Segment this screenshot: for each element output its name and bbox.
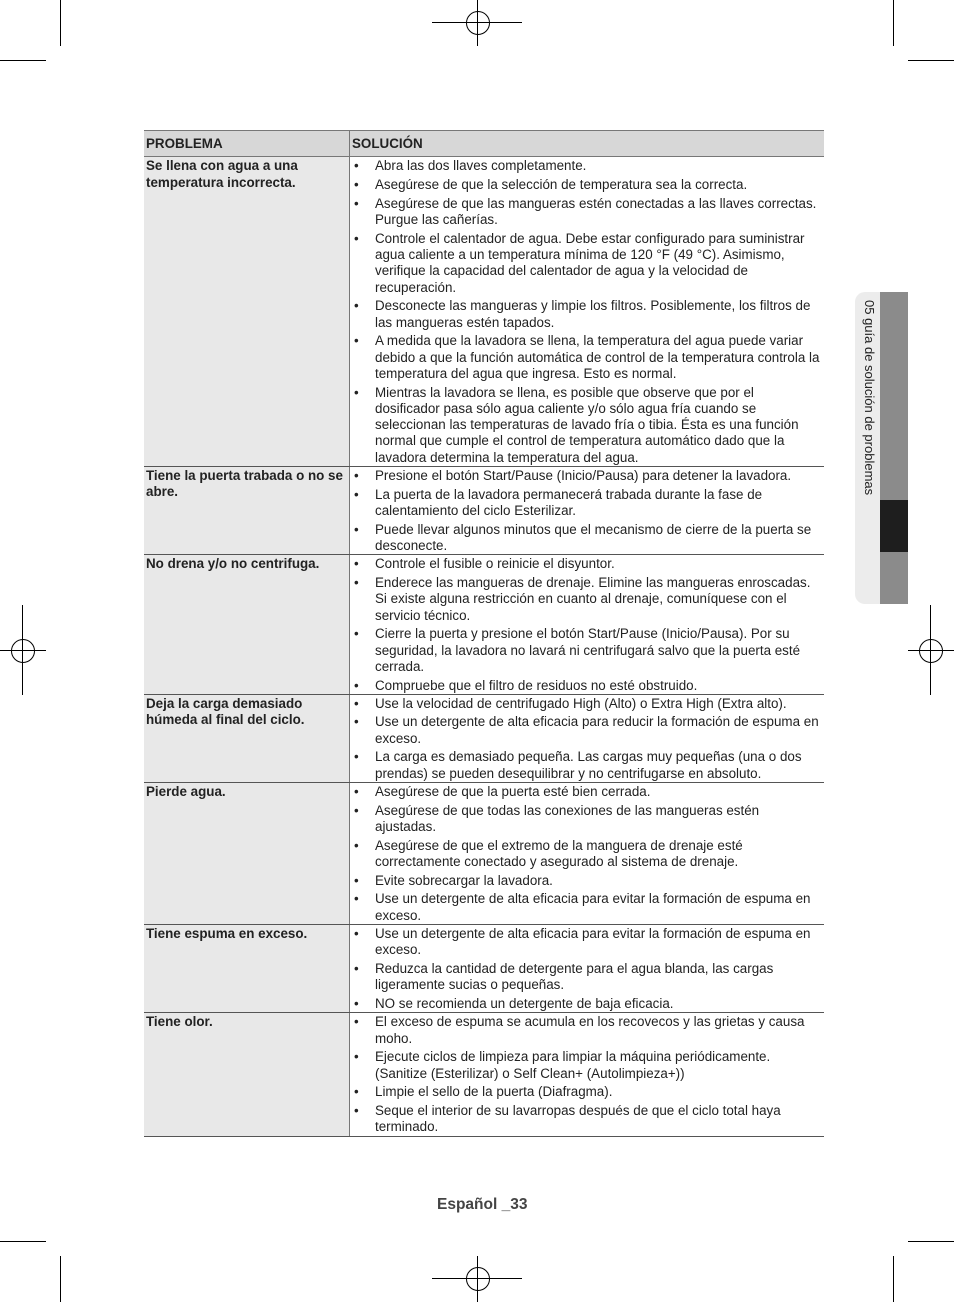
header-solution: SOLUCIÓN: [350, 131, 825, 157]
solution-cell: [350, 925, 825, 1013]
solution-item: • Evite sobrecargar la lavadora.: [352, 873, 822, 889]
table-header-row: [144, 131, 824, 157]
crop-mark: [0, 60, 46, 61]
table-row: [144, 555, 824, 695]
header-problem: PROBLEMA: [144, 131, 350, 157]
problem-cell: Deja la carga demasiado húmeda al final del ciclo.: [144, 694, 350, 782]
crop-mark: [60, 1256, 61, 1302]
solution-item: • Puede llevar algunos minutos que el mecanismo de cierre de la puerta se desconecte.: [352, 522, 822, 555]
crop-mark: [908, 1241, 954, 1242]
solution-item: • Enderece las mangueras de drenaje. Elimine las mangueras enroscadas. Si existe alguna restricción en cuanto al drenaje, comuníquese con el servicio técnico.: [352, 575, 822, 624]
solution-list: [352, 158, 822, 466]
solution-item: • NO se recomienda un detergente de baja eficacia.: [352, 996, 822, 1012]
solution-item: • El exceso de espuma se acumula en los recovecos y las grietas y causa moho.: [352, 1014, 822, 1047]
solution-item: • Seque el interior de su lavarropas después de que el ciclo total haya terminado.: [352, 1103, 822, 1136]
table-row: [144, 466, 824, 554]
page-number: Español _33: [437, 1196, 528, 1213]
crop-mark: [60, 0, 61, 46]
solution-item: • A medida que la lavadora se llena, la temperatura del agua puede variar debido a que la función automática de control de la temperatura controla la temperatura del agua que ingresa. Esto es normal.: [352, 333, 822, 382]
solution-item: • Abra las dos llaves completamente.: [352, 158, 822, 174]
table-row: [144, 925, 824, 1013]
table-row: [144, 1013, 824, 1136]
solution-list: [352, 1014, 822, 1135]
solution-item: • Asegúrese de que el extremo de la manguera de drenaje esté correctamente conectado y asegurado al sistema de drenaje.: [352, 838, 822, 871]
problem-cell: Tiene olor.: [144, 1013, 350, 1136]
problem-cell: No drena y/o no centrifuga.: [144, 555, 350, 695]
solution-item: • Use la velocidad de centrifugado High (Alto) o Extra High (Extra alto).: [352, 696, 822, 712]
solution-item: • Desconecte las mangueras y limpie los filtros. Posiblemente, los filtros de las mangueras estén tapados.: [352, 298, 822, 331]
chapter-title: 05 guía de solución de problemas: [862, 300, 877, 496]
crop-mark: [0, 1241, 46, 1242]
solution-list: [352, 696, 822, 782]
problem-cell: Se llena con agua a una temperatura incorrecta.: [144, 157, 350, 467]
side-tab-marker: [880, 500, 908, 552]
problem-cell: Pierde agua.: [144, 783, 350, 925]
solution-item: • Asegúrese de que las mangueras estén conectadas a las llaves correctas. Purgue las cañerías.: [352, 196, 822, 229]
solution-item: • Asegúrese de que la selección de temperatura sea la correcta.: [352, 177, 822, 193]
crop-mark: [893, 0, 894, 46]
solution-item: • Mientras la lavadora se llena, es posible que observe que por el dosificador pasa sólo agua caliente y/o sólo agua fría cuando se seleccionan las temperaturas de lavado fría o tibia. Ésta es una función normal que cumple el control de temperatura automático dado que la lavadora determina la temperatura del agua.: [352, 385, 822, 466]
solution-item: • Ejecute ciclos de limpieza para limpiar la máquina periódicamente. (Sanitize (Esterilizar) o Self Clean+ (Autolimpieza+)): [352, 1049, 822, 1082]
table-row: [144, 783, 824, 925]
table-row: [144, 157, 824, 467]
solution-item: • La puerta de la lavadora permanecerá trabada durante la fase de calentamiento del ciclo Esterilizar.: [352, 487, 822, 520]
crop-mark: [908, 60, 954, 61]
solution-cell: [350, 466, 825, 554]
solution-item: • Cierre la puerta y presione el botón Start/Pause (Inicio/Pausa). Por su seguridad, la lavadora no lavará ni centrifugará salvo que la puerta esté cerrada.: [352, 626, 822, 675]
solution-list: [352, 784, 822, 924]
solution-cell: [350, 157, 825, 467]
solution-list: [352, 926, 822, 1012]
table-row: [144, 694, 824, 782]
solution-item: • Controle el fusible o reinicie el disyuntor.: [352, 556, 822, 572]
solution-item: • Asegúrese de que todas las conexiones de las mangueras estén ajustadas.: [352, 803, 822, 836]
solution-cell: [350, 694, 825, 782]
solution-item: • Use un detergente de alta eficacia para reducir la formación de espuma en exceso.: [352, 714, 822, 747]
solution-cell: [350, 783, 825, 925]
chapter-side-tab: [855, 292, 908, 604]
solution-item: • Limpie el sello de la puerta (Diafragma).: [352, 1084, 822, 1100]
problem-cell: Tiene la puerta trabada o no se abre.: [144, 466, 350, 554]
solution-item: • Controle el calentador de agua. Debe estar configurado para suministrar agua caliente a un temperatura mínima de 120 °F (49 °C). Asimismo, verifique la capacidad del calentador de agua y la velocidad de recuperación.: [352, 231, 822, 296]
side-tab-strip: [880, 292, 908, 604]
solution-cell: [350, 555, 825, 695]
solution-item: • Reduzca la cantidad de detergente para el agua blanda, las cargas ligeramente sucias o pequeñas.: [352, 961, 822, 994]
solution-item: • Use un detergente de alta eficacia para evitar la formación de espuma en exceso.: [352, 891, 822, 924]
solution-item: • La carga es demasiado pequeña. Las cargas muy pequeñas (una o dos prendas) se pueden desequilibrar y no centrifugarse en absoluto.: [352, 749, 822, 782]
solution-item: • Presione el botón Start/Pause (Inicio/Pausa) para detener la lavadora.: [352, 468, 822, 484]
problem-cell: Tiene espuma en exceso.: [144, 925, 350, 1013]
solution-item: • Compruebe que el filtro de residuos no esté obstruido.: [352, 678, 822, 694]
solution-list: [352, 556, 822, 694]
table-body: [144, 157, 824, 1136]
solution-cell: [350, 1013, 825, 1136]
solution-list: [352, 468, 822, 554]
crop-mark: [893, 1256, 894, 1302]
troubleshooting-table: [144, 130, 824, 1137]
solution-item: • Use un detergente de alta eficacia para evitar la formación de espuma en exceso.: [352, 926, 822, 959]
solution-item: • Asegúrese de que la puerta esté bien cerrada.: [352, 784, 822, 800]
